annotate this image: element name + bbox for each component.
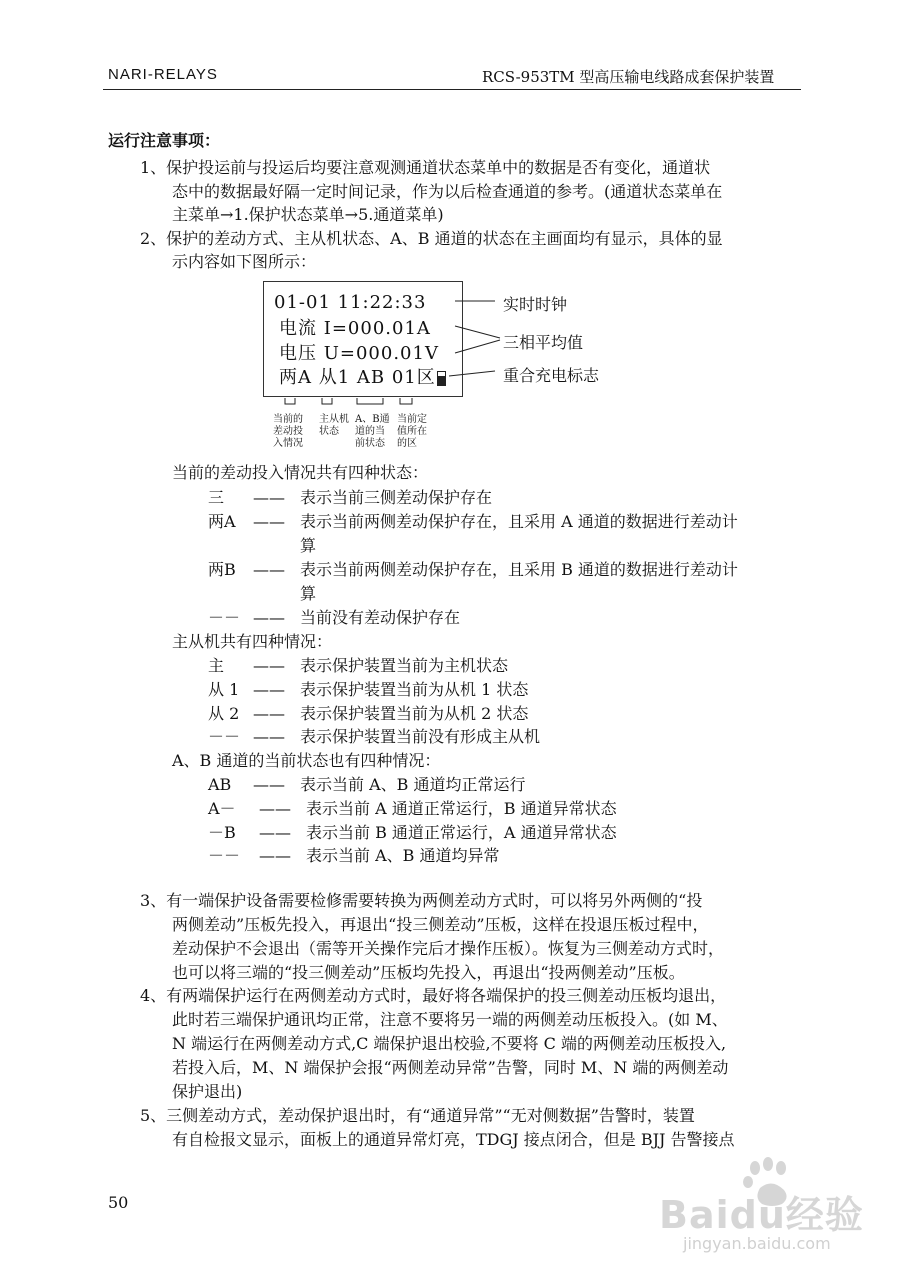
- ms-state-desc: 表示保护装置当前为从机 1 状态: [300, 680, 529, 699]
- ms-state-desc: 表示保护装置当前没有形成主从机: [300, 727, 541, 746]
- diff-state-key: 三: [208, 488, 225, 507]
- dash: ——: [253, 727, 285, 746]
- diff-state-desc: 表示当前两侧差动保护存在，且采用 A 通道的数据进行差动计: [300, 512, 738, 531]
- item1-line: 1、保护投运前与投运后均要注意观测通道状态菜单中的数据是否有变化，通道状: [140, 158, 711, 177]
- ms-state-desc: 表示保护装置当前为从机 2 状态: [300, 704, 529, 723]
- item4-line: 4、有两端保护运行在两侧差动方式时，最好将各端保护的投三侧差动压板均退出，: [140, 986, 727, 1005]
- ch-state-desc: 表示当前 A、B 通道均异常: [306, 846, 500, 865]
- dash: ——: [253, 488, 285, 507]
- item4-line: N 端运行在两侧差动方式,C 端保护退出校验,不要将 C 端的两侧差动压板投入,: [172, 1034, 727, 1053]
- section-title: 运行注意事项：: [108, 131, 221, 150]
- item1-line: 主菜单→1.保护状态菜单→5.通道菜单): [172, 205, 444, 224]
- ms-state-key: 主: [208, 656, 225, 675]
- page-number: 50: [108, 1193, 129, 1212]
- watermark-url: jingyan.baidu.com: [683, 1234, 831, 1253]
- item4-line: 若投入后，M、N 端保护会报“两侧差动异常”告警，同时 M、N 端的两侧差动: [172, 1058, 729, 1077]
- ms-state-key: 从 2: [208, 704, 240, 723]
- dash: ——: [259, 823, 291, 842]
- dash: ——: [253, 680, 285, 699]
- annotation-clock: 实时时钟: [503, 295, 568, 314]
- item4-line: 此时若三端保护通讯均正常，注意不要将另一端的两侧差动压板投入。(如 M、: [172, 1010, 728, 1029]
- ch-heading: A、B 通道的当前状态也有四种情况：: [172, 751, 441, 770]
- item3-line: 差动保护不会退出（需等开关操作完后才操作压板）。恢复为三侧差动方式时，: [172, 939, 725, 958]
- ch-state-key: －B: [208, 823, 236, 842]
- caption-master-slave: 主从机 状态: [319, 414, 349, 437]
- item3-line: 也可以将三端的“投三侧差动”压板均先投入，再退出“投两侧差动”压板。: [172, 963, 685, 982]
- lcd-line-current: 电流 I=000.01A: [279, 318, 431, 339]
- dash: ——: [253, 704, 285, 723]
- dash: ——: [253, 656, 285, 675]
- caption-diff-mode: 当前的 差动投 入情况: [273, 414, 303, 449]
- annotation-reclose: 重合充电标志: [503, 366, 600, 385]
- item3-line: 两侧差动”压板先投入，再退出“投三侧差动”压板，这样在投退压板过程中，: [172, 915, 709, 934]
- ch-state-desc: 表示当前 A、B 通道均正常运行: [300, 775, 526, 794]
- ch-state-key: －－: [208, 846, 241, 865]
- dash: ——: [259, 799, 291, 818]
- diff-state-key: 两A: [208, 512, 236, 531]
- ms-state-desc: 表示保护装置当前为主机状态: [300, 656, 509, 675]
- ms-state-key: 从 1: [208, 680, 240, 699]
- dash: ——: [253, 608, 285, 627]
- diff-state-desc: 表示当前两侧差动保护存在，且采用 B 通道的数据进行差动计: [300, 560, 738, 579]
- header-right: RCS-953TM 型高压输电线路成套保护装置: [482, 68, 775, 86]
- dash: ——: [253, 775, 285, 794]
- ch-state-key: AB: [208, 775, 232, 794]
- annotation-average: 三相平均值: [503, 333, 584, 352]
- diff-state-key: －－: [208, 608, 241, 627]
- ch-state-desc: 表示当前 B 通道正常运行，A 通道异常状态: [306, 823, 617, 842]
- diff-state-key: 两B: [208, 560, 236, 579]
- header-left: NARI-RELAYS: [108, 66, 218, 83]
- dash: ——: [253, 512, 285, 531]
- diff-state-desc: 当前没有差动保护存在: [300, 608, 461, 627]
- ch-state-desc: 表示当前 A 通道正常运行，B 通道异常状态: [306, 799, 617, 818]
- lcd-line-clock: 01-01 11:22:33: [274, 292, 427, 313]
- item2-line: 示内容如下图所示：: [172, 252, 317, 271]
- ms-state-key: －－: [208, 727, 241, 746]
- item2-line: 2、保护的差动方式、主从机状态、A、B 通道的状态在主画面均有显示，具体的显: [140, 229, 723, 248]
- diff-heading: 当前的差动投入情况共有四种状态：: [172, 463, 429, 482]
- caption-channel-state: A、B通 道的当 前状态: [355, 414, 390, 449]
- ms-heading: 主从机共有四种情况：: [172, 632, 333, 651]
- dash: ——: [253, 560, 285, 579]
- baidu-watermark: [655, 1150, 865, 1260]
- lcd-line-voltage: 电压 U=000.01V: [279, 343, 439, 364]
- item5-line: 有自检报文显示，面板上的通道异常灯亮，TDGJ 接点闭合，但是 BJJ 告警接点: [172, 1130, 735, 1149]
- diff-state-cont: 算: [300, 584, 317, 603]
- lcd-line-status: 两A 从1 AB 01区: [279, 367, 436, 388]
- ch-state-key: A－: [208, 799, 236, 818]
- item1-line: 态中的数据最好隔一定时间记录，作为以后检查通道的参考。(通道状态菜单在: [172, 182, 723, 201]
- diff-state-desc: 表示当前三侧差动保护存在: [300, 488, 493, 507]
- watermark-logo-text: Baidu经验: [659, 1193, 864, 1237]
- diff-state-cont: 算: [300, 536, 317, 555]
- item3-line: 3、有一端保护设备需要检修需要转换为两侧差动方式时，可以将另外两侧的“投: [140, 891, 703, 910]
- item5-line: 5、三侧差动方式，差动保护退出时，有“通道异常”“无对侧数据”告警时，装置: [140, 1106, 695, 1125]
- caption-setting-zone: 当前定 值所在 的区: [397, 414, 427, 449]
- dash: ——: [259, 846, 291, 865]
- item4-line: 保护退出): [172, 1082, 243, 1101]
